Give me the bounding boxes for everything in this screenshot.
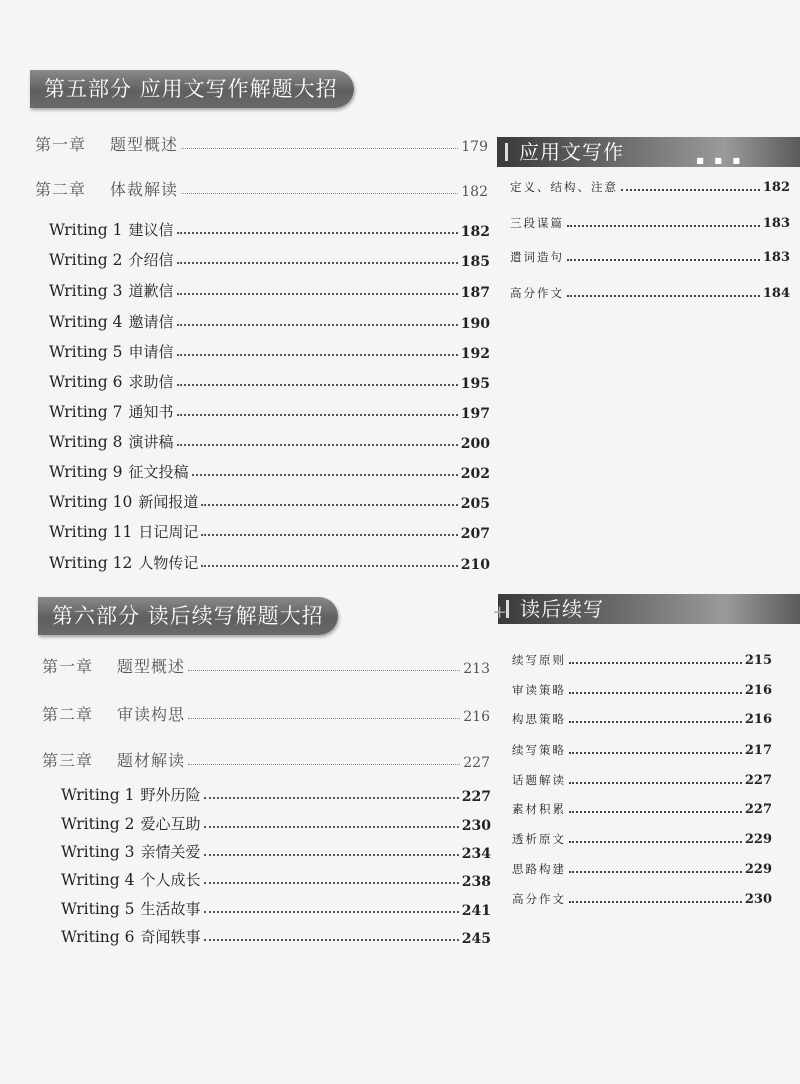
entry-text xyxy=(49,521,198,542)
page-number: 184 xyxy=(762,286,790,301)
page-number: 200 xyxy=(460,436,490,452)
part6-chapter-3[interactable] xyxy=(42,748,490,771)
entry-title: 第二章 xyxy=(42,705,94,724)
dot-leader xyxy=(177,444,458,446)
entry-title: 野外历险 xyxy=(140,786,201,804)
writing-label: Writing 5 xyxy=(49,343,123,361)
page-number: 183 xyxy=(762,250,790,265)
part6-writing-5[interactable] xyxy=(61,898,491,919)
entry-text xyxy=(61,926,201,947)
part6-sidebar-banner xyxy=(492,594,800,624)
entry-text xyxy=(35,132,178,155)
writing-label: Writing 2 xyxy=(61,815,135,833)
part6-title: 第六部分 读后续写解题大招 xyxy=(52,604,324,628)
entry-text xyxy=(49,401,174,422)
part6-sidebar-item-7[interactable] xyxy=(512,831,772,847)
page-number: 195 xyxy=(460,376,490,392)
entry-text xyxy=(49,249,174,270)
plus-icon: + xyxy=(492,602,509,623)
dot-leader xyxy=(569,841,742,843)
page-number: 197 xyxy=(460,406,490,422)
page-number: 227 xyxy=(463,755,490,771)
dot-leader xyxy=(569,811,742,813)
part5-writing-8[interactable] xyxy=(49,431,490,452)
entry-text xyxy=(61,898,201,919)
entry-text xyxy=(49,371,174,392)
dot-leader xyxy=(204,939,459,941)
dot-leader xyxy=(181,148,458,149)
entry-text xyxy=(49,431,174,452)
part5-writing-9[interactable] xyxy=(49,461,490,482)
part6-sidebar-item-3[interactable] xyxy=(512,711,772,727)
entry-text xyxy=(61,813,201,834)
part5-sidebar-banner xyxy=(497,137,800,167)
page-number: 227 xyxy=(744,773,772,788)
entry-title: 三段谋篇 xyxy=(510,216,564,230)
writing-label: Writing 3 xyxy=(49,282,123,300)
page-number: 227 xyxy=(744,802,772,817)
entry-title: 征文投稿 xyxy=(128,463,189,481)
page-number: 182 xyxy=(461,184,488,200)
writing-label: Writing 4 xyxy=(49,313,123,331)
part5-writings xyxy=(49,215,490,585)
part5-chapter-1[interactable] xyxy=(35,132,488,155)
squares-decoration: ■ ■ ■ xyxy=(696,156,744,165)
page-number: 182 xyxy=(762,180,790,195)
writing-label: Writing 1 xyxy=(49,221,123,239)
dot-leader xyxy=(567,295,760,297)
page-number: 245 xyxy=(461,931,491,947)
dot-leader xyxy=(204,882,459,884)
dot-leader xyxy=(204,854,459,856)
entry-title: 定义、结构、注意 xyxy=(510,180,618,194)
entry-title: 审读策略 xyxy=(512,683,566,697)
page-number: 179 xyxy=(461,139,488,155)
part5-writing-5[interactable] xyxy=(49,341,490,362)
writing-label: Writing 5 xyxy=(61,900,135,918)
entry-title: 题材解读 xyxy=(117,751,186,770)
dot-leader xyxy=(569,692,742,694)
dot-leader xyxy=(204,826,459,828)
part5-banner xyxy=(30,70,354,108)
entry-title: 通知书 xyxy=(128,403,174,421)
entry-title: 第二章 xyxy=(35,180,87,199)
entry-text xyxy=(49,491,198,512)
writing-label: Writing 6 xyxy=(61,928,135,946)
entry-title: 透析原文 xyxy=(512,832,566,846)
writing-label: Writing 3 xyxy=(61,843,135,861)
entry-title: 邀请信 xyxy=(128,313,174,331)
entry-title: 题型概述 xyxy=(110,135,179,154)
part5-writing-7[interactable] xyxy=(49,401,490,422)
dot-leader xyxy=(188,670,460,671)
dot-leader xyxy=(177,354,458,356)
writing-label: Writing 12 xyxy=(49,554,133,572)
entry-text xyxy=(42,702,185,725)
entry-text xyxy=(42,748,185,771)
page-number: 182 xyxy=(460,224,490,240)
page-number: 215 xyxy=(744,653,772,668)
dot-leader xyxy=(204,911,459,913)
entry-title: 续写原则 xyxy=(512,653,566,667)
entry-text xyxy=(49,311,174,332)
part6-writing-6[interactable] xyxy=(61,926,491,947)
part6-sidebar-list xyxy=(512,648,772,918)
dot-leader xyxy=(177,324,458,326)
part6-banner xyxy=(38,597,338,635)
part5-chapter-2[interactable] xyxy=(35,177,488,200)
entry-title: 求助信 xyxy=(128,373,174,391)
part5-sidebar-title: 应用文写作 xyxy=(519,140,624,164)
entry-title: 高分作文 xyxy=(510,286,564,300)
entry-text xyxy=(42,654,185,677)
part6-writing-1[interactable] xyxy=(61,784,491,805)
dot-leader xyxy=(569,782,742,784)
page-number: 217 xyxy=(744,743,772,758)
page-number: 234 xyxy=(461,846,491,862)
dot-leader xyxy=(204,797,459,799)
entry-title: 体裁解读 xyxy=(110,180,179,199)
part6-sidebar-item-8[interactable] xyxy=(512,861,772,877)
entry-title: 日记周记 xyxy=(138,523,199,541)
part6-writing-2[interactable] xyxy=(61,813,491,834)
entry-text xyxy=(61,784,201,805)
entry-title: 话题解读 xyxy=(512,773,566,787)
entry-title: 人物传记 xyxy=(138,554,199,572)
entry-title: 题型概述 xyxy=(117,657,186,676)
page-number: 190 xyxy=(460,316,490,332)
writing-label: Writing 11 xyxy=(49,523,133,541)
dot-leader xyxy=(569,752,742,754)
writing-label: Writing 6 xyxy=(49,373,123,391)
part6-sidebar-item-4[interactable] xyxy=(512,742,772,758)
part6-sidebar-item-6[interactable] xyxy=(512,801,772,817)
page-number: 229 xyxy=(744,862,772,877)
part5-sidebar-item-3[interactable] xyxy=(510,249,790,265)
dot-leader xyxy=(177,232,458,234)
page-number: 202 xyxy=(460,466,490,482)
writing-label: Writing 4 xyxy=(61,871,135,889)
bar-decoration xyxy=(505,143,508,161)
page-number: 213 xyxy=(463,661,490,677)
page-number: 205 xyxy=(460,496,490,512)
entry-title: 构思策略 xyxy=(512,712,566,726)
dot-leader xyxy=(177,262,458,264)
entry-title: 道歉信 xyxy=(128,282,174,300)
entry-title: 续写策略 xyxy=(512,743,566,757)
entry-title: 申请信 xyxy=(128,343,174,361)
entry-title: 生活故事 xyxy=(140,900,201,918)
dot-leader xyxy=(567,259,760,261)
page-number: 183 xyxy=(762,216,790,231)
dot-leader xyxy=(177,293,458,295)
part6-writing-3[interactable] xyxy=(61,841,491,862)
part5-sidebar-item-4[interactable] xyxy=(510,285,790,301)
part5-writing-6[interactable] xyxy=(49,371,490,392)
entry-title: 审读构思 xyxy=(117,705,186,724)
dot-leader xyxy=(621,189,760,191)
part5-writing-11[interactable] xyxy=(49,521,490,542)
entry-text xyxy=(35,177,178,200)
dot-leader xyxy=(201,504,457,506)
dot-leader xyxy=(188,764,460,765)
entry-title: 新闻报道 xyxy=(138,493,199,511)
writing-label: Writing 7 xyxy=(49,403,123,421)
part5-sidebar-item-2[interactable] xyxy=(510,215,790,231)
page-number: 216 xyxy=(744,712,772,727)
part5-writing-1[interactable] xyxy=(49,219,490,240)
part5-writing-4[interactable] xyxy=(49,311,490,332)
entry-title: 建议信 xyxy=(128,221,174,239)
dot-leader xyxy=(177,384,458,386)
dot-leader xyxy=(177,414,458,416)
entry-title: 介绍信 xyxy=(128,251,174,269)
dot-leader xyxy=(201,534,457,536)
dot-leader xyxy=(569,871,742,873)
part6-toc xyxy=(42,652,490,782)
writing-label: Writing 8 xyxy=(49,433,123,451)
part6-sidebar-item-5[interactable] xyxy=(512,772,772,788)
entry-title: 高分作文 xyxy=(512,892,566,906)
part6-sidebar-item-9[interactable] xyxy=(512,891,772,907)
part5-sidebar-item-1[interactable] xyxy=(510,179,790,195)
dot-leader xyxy=(569,901,742,903)
entry-title: 第一章 xyxy=(42,657,94,676)
writing-label: Writing 1 xyxy=(61,786,135,804)
entry-text xyxy=(49,219,174,240)
writing-label: Writing 2 xyxy=(49,251,123,269)
part6-sidebar-item-2[interactable] xyxy=(512,682,772,698)
page-number: 210 xyxy=(460,557,490,573)
entry-title: 奇闻轶事 xyxy=(140,928,201,946)
page-number: 227 xyxy=(461,789,491,805)
page-number: 216 xyxy=(463,709,490,725)
page-number: 230 xyxy=(461,818,491,834)
part6-chapter-2[interactable] xyxy=(42,702,490,725)
part5-writing-12[interactable] xyxy=(49,552,490,573)
page-number: 187 xyxy=(460,285,490,301)
dot-leader xyxy=(181,193,458,194)
page-number: 229 xyxy=(744,832,772,847)
page-number: 185 xyxy=(460,254,490,270)
entry-title: 第一章 xyxy=(35,135,87,154)
part6-chapter-1[interactable] xyxy=(42,654,490,677)
page-number: 192 xyxy=(460,346,490,362)
page-number: 241 xyxy=(461,903,491,919)
entry-title: 演讲稿 xyxy=(128,433,174,451)
page-number: 238 xyxy=(461,874,491,890)
entry-title: 遣词造句 xyxy=(510,250,564,264)
entry-text xyxy=(61,841,201,862)
page-number: 230 xyxy=(744,892,772,907)
part5-writing-2[interactable] xyxy=(49,249,490,270)
entry-text xyxy=(49,461,189,482)
dot-leader xyxy=(569,662,742,664)
part6-sidebar-item-1[interactable] xyxy=(512,652,772,668)
part5-title: 第五部分 应用文写作解题大招 xyxy=(44,77,338,101)
entry-title: 亲情关爱 xyxy=(140,843,201,861)
page-number: 216 xyxy=(744,683,772,698)
part5-sidebar-list xyxy=(510,175,790,315)
part6-writings xyxy=(61,780,491,960)
entry-text xyxy=(49,280,174,301)
entry-text xyxy=(49,341,174,362)
dot-leader xyxy=(567,225,760,227)
entry-title: 爱心互助 xyxy=(140,815,201,833)
dot-leader xyxy=(188,718,460,719)
entry-title: 思路构建 xyxy=(512,862,566,876)
part5-writing-3[interactable] xyxy=(49,280,490,301)
dot-leader xyxy=(201,565,457,567)
entry-title: 素材积累 xyxy=(512,802,566,816)
entry-text xyxy=(49,552,198,573)
entry-text xyxy=(61,869,201,890)
entry-title: 第三章 xyxy=(42,751,94,770)
part6-writing-4[interactable] xyxy=(61,869,491,890)
writing-label: Writing 9 xyxy=(49,463,123,481)
dot-leader xyxy=(192,474,458,476)
entry-title: 个人成长 xyxy=(140,871,201,889)
page-number: 207 xyxy=(460,526,490,542)
writing-label: Writing 10 xyxy=(49,493,133,511)
dot-leader xyxy=(569,721,742,723)
part5-writing-10[interactable] xyxy=(49,491,490,512)
part6-sidebar-title: 读后续写 xyxy=(520,597,604,621)
